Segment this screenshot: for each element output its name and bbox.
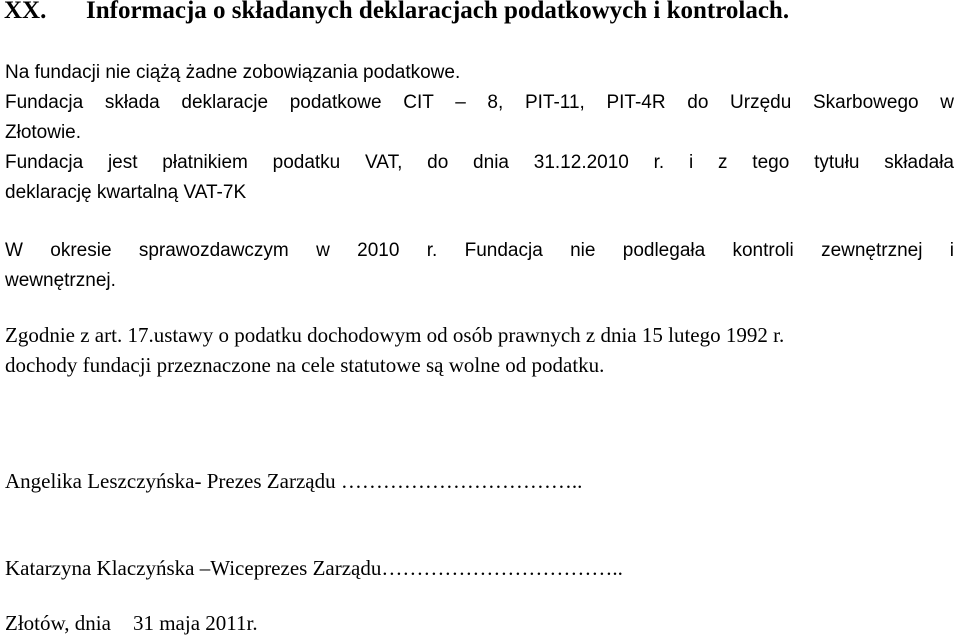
paragraph-declarations <box>5 88 954 148</box>
signature-name: Katarzyna Klaczyńska –Wiceprezes Zarządu <box>5 556 382 580</box>
paragraph-line: Złotowie. <box>5 122 82 143</box>
paragraph-tax-exemption <box>5 320 954 380</box>
signature-name: Angelika Leszczyńska- Prezes Zarządu <box>5 469 336 493</box>
paragraph-line: wewnętrznej. <box>5 270 116 291</box>
section-heading <box>4 0 789 26</box>
paragraph-no-obligations <box>5 58 954 88</box>
paragraph-line: Fundacja jest płatnikiem podatku VAT, do dnia 31.12.2010 r. i z tego tytułu składała <box>5 152 954 173</box>
place-date-label: Złotów, dnia <box>5 611 111 635</box>
signature-dots: …………………………….. <box>381 556 623 580</box>
place-and-date <box>5 608 954 638</box>
paragraph-line: Zgodnie z art. 17.ustawy o podatku dochodowym od osób prawnych z dnia 15 lutego 1992 r. <box>5 323 785 347</box>
signature-president <box>5 466 954 496</box>
paragraph-line: Fundacja składa deklaracje podatkowe CIT – 8, PIT-11, PIT-4R do Urzędu Skarbowego w <box>5 92 954 113</box>
paragraph-line: W okresie sprawozdawczym w 2010 r. Fundacja nie podlegała kontroli zewnętrznej i <box>5 240 954 261</box>
section-title: Informacja o składanych deklaracjach podatkowych i kontrolach. <box>86 0 790 24</box>
paragraph-line: dochody fundacji przeznaczone na cele statutowe są wolne od podatku. <box>5 353 605 377</box>
paragraph-controls <box>5 236 954 296</box>
paragraph-line: deklarację kwartalną VAT-7K <box>5 182 247 203</box>
signature-dots: …………………………….. <box>340 469 583 493</box>
paragraph-text: Na fundacji nie ciążą żadne zobowiązania podatkowe. <box>5 62 461 83</box>
signature-vice-president <box>5 553 954 583</box>
section-number: XX. <box>4 0 47 24</box>
place-date-value: 31 maja 2011r. <box>132 611 258 635</box>
paragraph-vat <box>5 148 954 208</box>
